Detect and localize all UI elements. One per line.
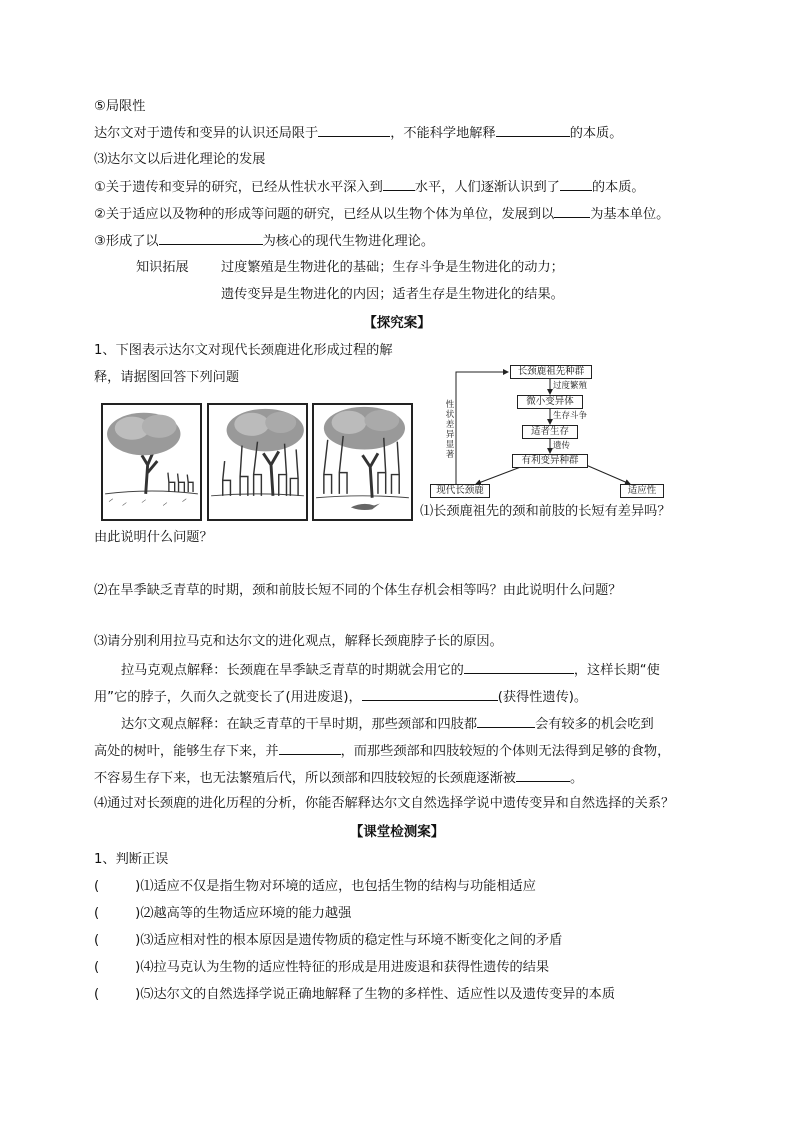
q1-sub2: ⑵在旱季缺乏青草的时期，颈和前肢长短不同的个体生存机会相等吗？由此说明什么问题？ [94,583,622,598]
answer-paren-close[interactable]: ) [135,879,141,894]
blank-7[interactable] [464,661,574,674]
text: 水平，人们逐渐认识到了 [414,180,560,195]
flow-edge-heredity: 遗传 [553,441,571,451]
darwin-line-2 [94,742,670,761]
lamarck-line-1 [121,661,660,680]
text: ，而那些颈部和四肢较短的个体则无法得到足够的食物， [340,744,671,759]
explore-title: 【探究案】 [363,315,431,331]
blank-5[interactable] [554,205,590,218]
blank-1[interactable] [318,124,390,137]
text: 高处的树叶，能够生存下来，并 [94,744,279,759]
text: ，不能科学地解释 [390,126,496,141]
lamarck-line-2 [94,688,587,707]
flow-edge-overbreeding: 过度繁殖 [553,381,588,391]
text: 的本质。 [569,126,623,141]
judge-text: ⑵越高等的生物适应环境的能力越强 [140,906,352,921]
text: 用”它的脖子，久而久之就变长了(用进废退)， [94,690,362,705]
answer-paren-open[interactable]: ( [94,987,100,1002]
text: ③形成了以 [94,234,159,249]
giraffe-panel-3-image [312,403,413,521]
text: 达尔文观点解释：在缺乏青草的干旱时期，那些颈部和四肢都 [121,717,478,732]
q1-sub4: ⑷通过对长颈鹿的进化历程的分析，你能否解释达尔文自然选择学说中遗传变异和自然选择的关系？ [94,796,675,811]
judge-text: ⑸达尔文的自然选择学说正确地解释了生物的多样性、适应性以及遗传变异的本质 [140,987,616,1002]
answer-paren-open[interactable]: ( [94,960,100,975]
text: 达尔文对于遗传和变异的认识还局限于 [94,126,319,141]
darwin-line-1 [121,715,654,734]
answer-paren-close[interactable]: ) [135,960,141,975]
answer-paren-close[interactable]: ) [135,906,141,921]
judge-item-2 [94,905,351,923]
text: 拉马克观点解释：长颈鹿在旱季缺乏青草的时期就会用它的 [121,663,464,678]
text: ，这样长期“使 [573,663,660,678]
flow-box-variants: 微小变异体 [517,395,583,409]
text: ②关于适应以及物种的形成等问题的研究，已经从以生物个体为单位，发展到以 [94,207,555,222]
flow-edge-struggle: 生存斗争 [553,411,588,421]
answer-paren-close[interactable]: ) [135,933,141,948]
text: 不容易生存下来，也无法繁殖后代，所以颈部和四肢较短的长颈鹿逐渐被 [94,771,516,786]
flow-box-ancestor: 长颈鹿祖先种群 [510,365,592,379]
q1-sub1-a: ⑴长颈鹿祖先的颈和前肢的长短有差异吗？ [420,504,671,519]
judge-item-1 [94,878,536,896]
text: 的本质。 [591,180,645,195]
flow-box-favorable: 有利变异种群 [512,454,588,468]
text: 。 [570,771,584,786]
flow-box-survival: 适者生存 [522,425,578,439]
q1-intro-2: 释，请据图回答下列问题 [94,370,240,385]
judge-item-3 [94,932,562,950]
q1-sub3: ⑶请分别利用拉马克和达尔文的进化观点，解释长颈鹿脖子长的原因。 [94,634,503,649]
knowledge-line1: 过度繁殖是生物进化的基础；生存斗争是生物进化的动力； [221,260,564,275]
answer-paren-open[interactable]: ( [94,933,100,948]
answer-paren-open[interactable]: ( [94,879,100,894]
q1-intro-1: 1、下图表示达尔文对现代长颈鹿进化形成过程的解 [94,343,393,358]
section3-item3 [94,232,434,251]
text: (获得性遗传)。 [497,690,588,705]
section3-title: ⑶达尔文以后进化理论的发展 [94,152,266,167]
judge-item-5 [94,986,615,1004]
answer-paren-close[interactable]: ) [135,987,141,1002]
section5-title: ⑤局限性 [94,99,146,114]
giraffe-panel-1-image [101,403,202,521]
blank-8[interactable] [362,688,498,701]
evolution-flowchart [426,360,692,500]
knowledge-line2: 遗传变异是生物进化的内因；适者生存是生物进化的结果。 [221,287,564,302]
blank-4[interactable] [560,178,592,191]
flow-box-modern-giraffe: 现代长颈鹿 [430,484,490,498]
knowledge-label: 知识拓展 [136,260,189,275]
answer-paren-open[interactable]: ( [94,906,100,921]
judge-item-4 [94,959,549,977]
section3-item1 [94,178,645,197]
blank-11[interactable] [516,769,570,782]
judge-title: 1、判断正误 [94,852,169,867]
text: 会有较多的机会吃到 [535,717,654,732]
section3-item2 [94,205,669,224]
text: 为核心的现代生物进化理论。 [262,234,435,249]
section5-line [94,124,622,143]
q1-sub1-b: 由此说明什么问题？ [94,530,213,545]
blank-2[interactable] [496,124,570,137]
giraffe-panel-2-image [207,403,308,521]
blank-3[interactable] [383,178,415,191]
judge-text: ⑴适应不仅是指生物对环境的适应，也包括生物的结构与功能相适应 [140,879,536,894]
blank-6[interactable] [159,232,263,245]
darwin-line-3 [94,769,583,788]
flow-side-label: 性状差异显著 [445,400,455,460]
blank-10[interactable] [279,742,341,755]
judge-text: ⑷拉马克认为生物的适应性特征的形成是用进废退和获得性遗传的结果 [140,960,550,975]
check-title: 【课堂检测案】 [349,824,445,840]
text: ①关于遗传和变异的研究，已经从性状水平深入到 [94,180,383,195]
judge-text: ⑶适应相对性的根本原因是遗传物质的稳定性与环境不断变化之间的矛盾 [140,933,563,948]
blank-9[interactable] [477,715,535,728]
flow-box-adaptation: 适应性 [620,484,664,498]
text: 为基本单位。 [590,207,670,222]
